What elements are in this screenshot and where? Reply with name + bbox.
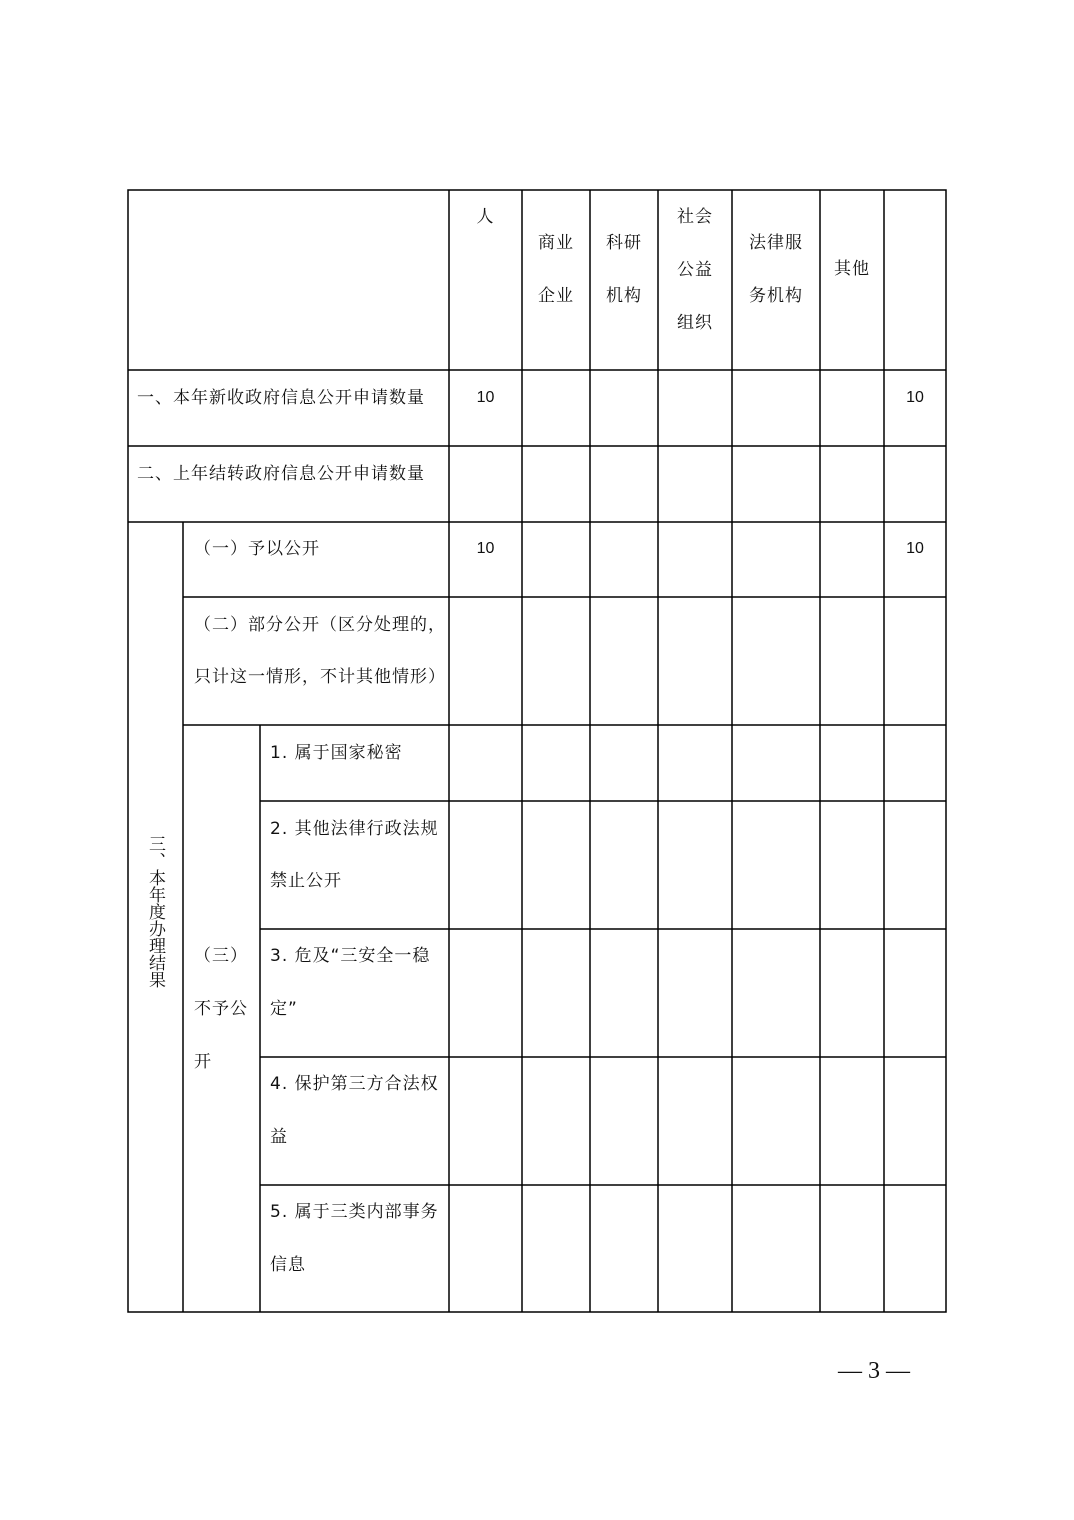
header-social-line1: 社会 [677, 207, 713, 227]
sub2-label-line1: （二）部分公开（区分处理的， [194, 615, 446, 635]
header-person: 人 [476, 207, 495, 227]
row1-label: 一、本年新收政府信息公开申请数量 [137, 388, 425, 408]
sub3-label-line2: 不予公 [194, 999, 248, 1019]
header-social-line3: 组织 [677, 313, 713, 333]
sub3-label-line1: （三） [194, 946, 248, 966]
item3-line1: 3. 危及“三安全一稳 [270, 946, 431, 966]
item2-line1: 2. 其他法律行政法规 [270, 819, 439, 839]
sub1-person-value: 10 [476, 540, 495, 557]
page-number: — 3 — [838, 1358, 910, 1384]
sub3-label-line3: 开 [194, 1052, 212, 1072]
header-legal-line1: 法律服 [749, 233, 803, 253]
sub1-label: （一）予以公开 [194, 539, 320, 559]
item1-line1: 1. 属于国家秘密 [270, 743, 403, 763]
header-other: 其他 [834, 259, 870, 279]
item5-line2: 信息 [270, 1255, 306, 1275]
header-research-line2: 机构 [606, 286, 642, 306]
item5-line1: 5. 属于三类内部事务 [270, 1202, 439, 1222]
item4-line2: 益 [270, 1127, 288, 1147]
item2-line2: 禁止公开 [270, 871, 342, 891]
row1-total-value: 10 [906, 389, 924, 406]
header-social-line2: 公益 [677, 260, 713, 280]
header-legal-line2: 务机构 [749, 286, 803, 306]
row1-person-value: 10 [476, 389, 495, 406]
header-commercial-line1: 商业 [538, 233, 574, 253]
sub2-label-line2: 只计这一情形，不计其他情形） [194, 667, 446, 687]
sub1-total-value: 10 [906, 540, 924, 557]
header-research-line1: 科研 [606, 233, 642, 253]
row2-label: 二、上年结转政府信息公开申请数量 [137, 464, 425, 484]
header-commercial-line2: 企业 [538, 286, 574, 306]
item4-line1: 4. 保护第三方合法权 [270, 1074, 439, 1094]
item3-line2: 定” [270, 999, 298, 1019]
section3-label: 三、本年度办理结果 [145, 835, 165, 988]
